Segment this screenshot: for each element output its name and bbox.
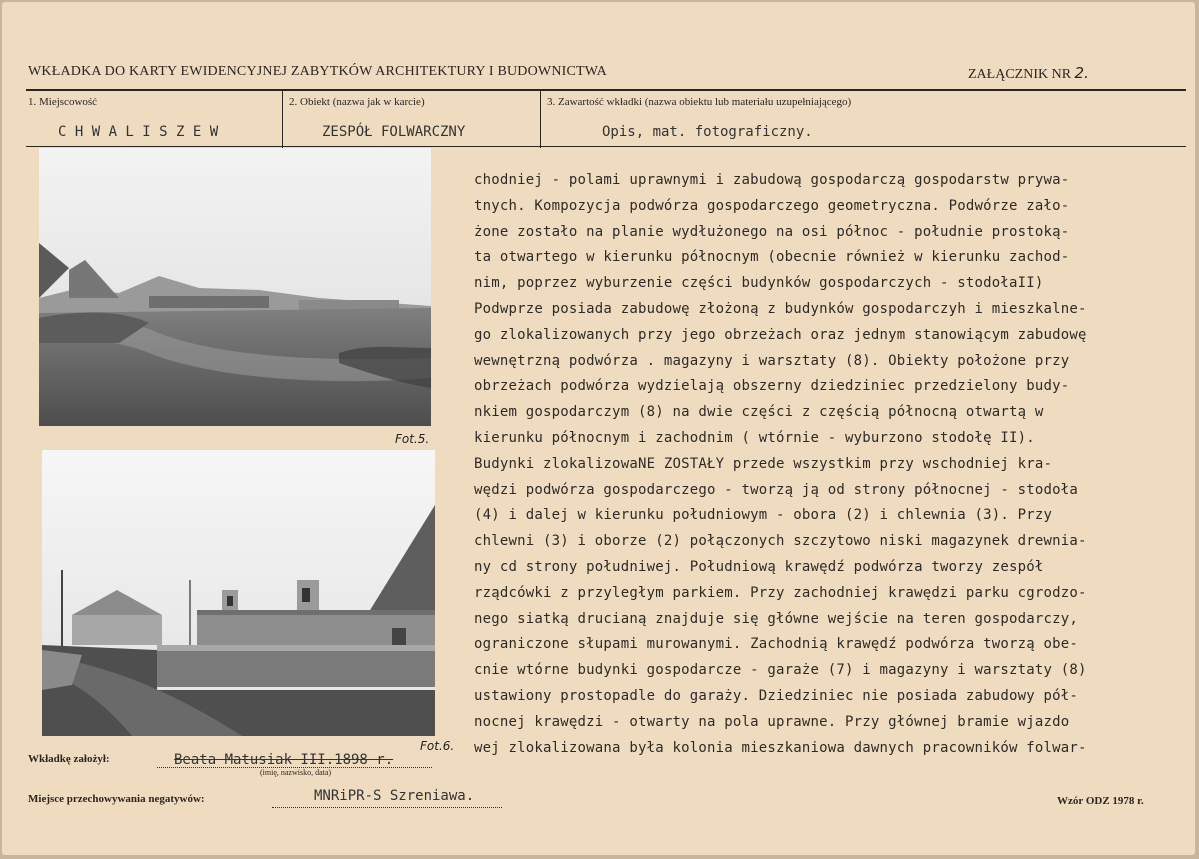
locality-value: C H W A L I S Z E W: [58, 124, 219, 140]
description-line: nego siatką drucianą znajduje się główne wejście na teren gospodarczy,: [474, 610, 1079, 627]
description-line: chlewni (3) i oborze (2) połączonych szczytowo niski magazynek drewnia-: [474, 533, 1087, 550]
object-label: 2. Obiekt (nazwa jak w karcie): [289, 96, 425, 108]
photo-5-caption: Fot.5.: [395, 432, 430, 446]
record-card: [2, 2, 1195, 855]
photo-6-caption: Fot.6.: [420, 739, 455, 753]
attachment-number: 2.: [1074, 64, 1089, 82]
description-line: ograniczone słupami murowanymi. Zachodnią krawędź podwórza tworzą obe-: [474, 636, 1079, 653]
negatives-value: MNRiPR-S Szreniawa.: [314, 788, 475, 804]
photo-5-image: [39, 148, 431, 426]
photo-5: [39, 148, 431, 426]
header-rule: [26, 89, 1186, 91]
description-line: ny cd strony południwej. Południową krawędź podwórza tworzy zespół: [474, 558, 1044, 575]
description-line: nim, poprzez wyburzenie części budynków gospodarczych - stodołaII): [474, 275, 1044, 292]
description-line: wędzi podwórza gospodarczego - tworzą ją od strony północnej - stodoła: [474, 481, 1079, 498]
photo-6-image: [42, 450, 435, 736]
created-by-hint: (imię, nazwisko, data): [260, 768, 332, 777]
field-divider-1: [282, 90, 283, 148]
contents-label: 3. Zawartość wkładki (nazwa obiektu lub materiału uzupełniającego): [547, 96, 852, 108]
description-line: nkiem gospodarczym (8) na dwie części z częścią północną otwartą w: [474, 404, 1044, 421]
photo-6: [42, 450, 435, 736]
description-line: obrzeżach podwórza wydzielają obszerny dziedziniec przedzielony budy-: [474, 378, 1070, 395]
locality-label: 1. Miejscowość: [28, 96, 98, 108]
negatives-line: [272, 807, 502, 808]
card-title: WKŁADKA DO KARTY EWIDENCYJNEJ ZABYTKÓW ARCHITEKTURY I BUDOWNICTWA: [28, 64, 607, 79]
description-text: [474, 168, 1199, 761]
created-by-value: Beata Matusiak III.1898 r.: [174, 752, 394, 768]
description-line: ta otwartego w kierunku północnym (obecnie również w kierunku zachod-: [474, 249, 1070, 266]
field-divider-2: [540, 90, 541, 148]
template-version: Wzór ODZ 1978 r.: [1057, 795, 1144, 807]
description-line: żone zostało na planie wydłużonego na osi północ - południe prostoką-: [474, 223, 1070, 240]
created-by-label: Wkładkę założył:: [28, 753, 110, 765]
negatives-label: Miejsce przechowywania negatywów:: [28, 793, 205, 805]
description-line: wewnętrzną podwórza . magazyny i warsztaty (8). Obiekty położone przy: [474, 352, 1070, 369]
attachment-label: [968, 64, 1089, 83]
description-line: tnych. Kompozycja podwórza gospodarczego geometryczna. Podwórze zało-: [474, 197, 1070, 214]
contents-value: Opis, mat. fotograficzny.: [602, 124, 813, 140]
description-line: wej zlokalizowana była kolonia mieszkaniowa dawnych pracowników folwar-: [474, 739, 1087, 756]
description-line: ustawiony prostopadle do garaży. Dziedziniec nie posiada zabudowy pół-: [474, 687, 1079, 704]
description-line: chodniej - polami uprawnymi i zabudową gospodarczą gospodarstw prywa-: [474, 172, 1070, 188]
description-line: rządcówki z przyległym parkiem. Przy zachodniej krawędzi parku cgrodzo-: [474, 584, 1087, 601]
description-line: Podwprze posiada zabudowę złożoną z budynków gospodarczyh i mieszkalne-: [474, 300, 1087, 317]
description-line: (4) i dalej w kierunku południowym - obora (2) i chlewnia (3). Przy: [474, 507, 1053, 524]
description-line: nocnej krawędzi - otwarty na pola uprawne. Przy głównej bramie wjazdo: [474, 713, 1070, 730]
description-line: cnie wtórne budynki gospodarcze - garaże (7) i magazyny i warsztaty (8): [474, 662, 1087, 679]
attachment-label-text: ZAŁĄCZNIK NR: [968, 67, 1072, 82]
fields-rule: [26, 146, 1186, 147]
description-line: kierunku północnym i zachodnim ( wtórnie - wyburzono stodołę II).: [474, 429, 1035, 446]
description-line: go zlokalizowanych przy jego obrzeżach oraz jednym stanowiącym zabudowę: [474, 326, 1087, 343]
object-value: ZESPÓŁ FOLWARCZNY: [322, 124, 466, 140]
description-line: Budynki zlokalizowaNE ZOSTAŁY przede wszystkim przy wschodniej kra-: [474, 455, 1053, 472]
